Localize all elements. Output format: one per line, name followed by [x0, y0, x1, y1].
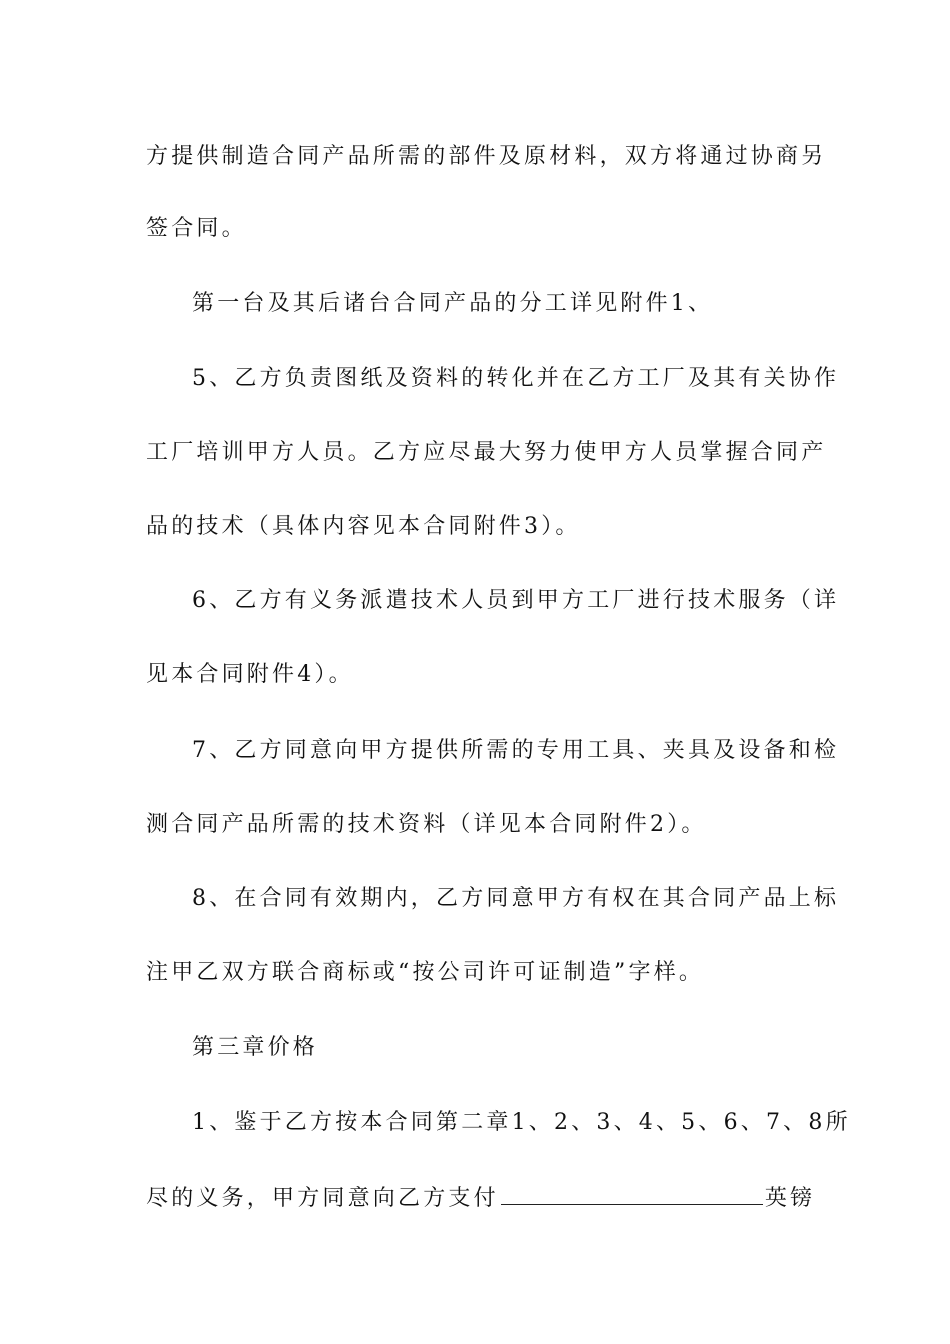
line-text-after-blank: 英镑 [764, 1186, 816, 1211]
fill-in-blank [501, 1182, 763, 1205]
paragraph-line: 签合同。 [146, 216, 247, 241]
paragraph-line: 方提供制造合同产品所需的部件及原材料，双方将通过协商另 [146, 144, 827, 169]
paragraph-line: 品的技术（具体内容见本合同附件3）。 [146, 514, 581, 539]
paragraph-line: 8、在合同有效期内，乙方同意甲方有权在其合同产品上标 [192, 886, 840, 911]
paragraph-line: 5、乙方负责图纸及资料的转化并在乙方工厂及其有关协作 [192, 366, 840, 391]
paragraph-line: 工厂培训甲方人员。乙方应尽最大努力使甲方人员掌握合同产 [146, 440, 827, 465]
paragraph-line: 注甲乙双方联合商标或“按公司许可证制造”字样。 [146, 960, 705, 985]
paragraph-line: 测合同产品所需的技术资料（详见本合同附件2）。 [146, 812, 707, 837]
paragraph-line: 见本合同附件4）。 [146, 662, 354, 687]
paragraph-line: 7、乙方同意向甲方提供所需的专用工具、夹具及设备和检 [192, 738, 840, 763]
chapter-heading: 第三章价格 [192, 1035, 319, 1060]
paragraph-line: 1、鉴于乙方按本合同第二章1、2、3、4、5、6、7、8所 [192, 1110, 851, 1135]
paragraph-line: 6、乙方有义务派遣技术人员到甲方工厂进行技术服务（详 [192, 588, 840, 613]
line-text-before-blank: 尽的义务，甲方同意向乙方支付 [146, 1186, 499, 1211]
paragraph-line-with-blank [146, 1182, 816, 1214]
paragraph-line: 第一台及其后诸台合同产品的分工详见附件1、 [192, 291, 714, 316]
